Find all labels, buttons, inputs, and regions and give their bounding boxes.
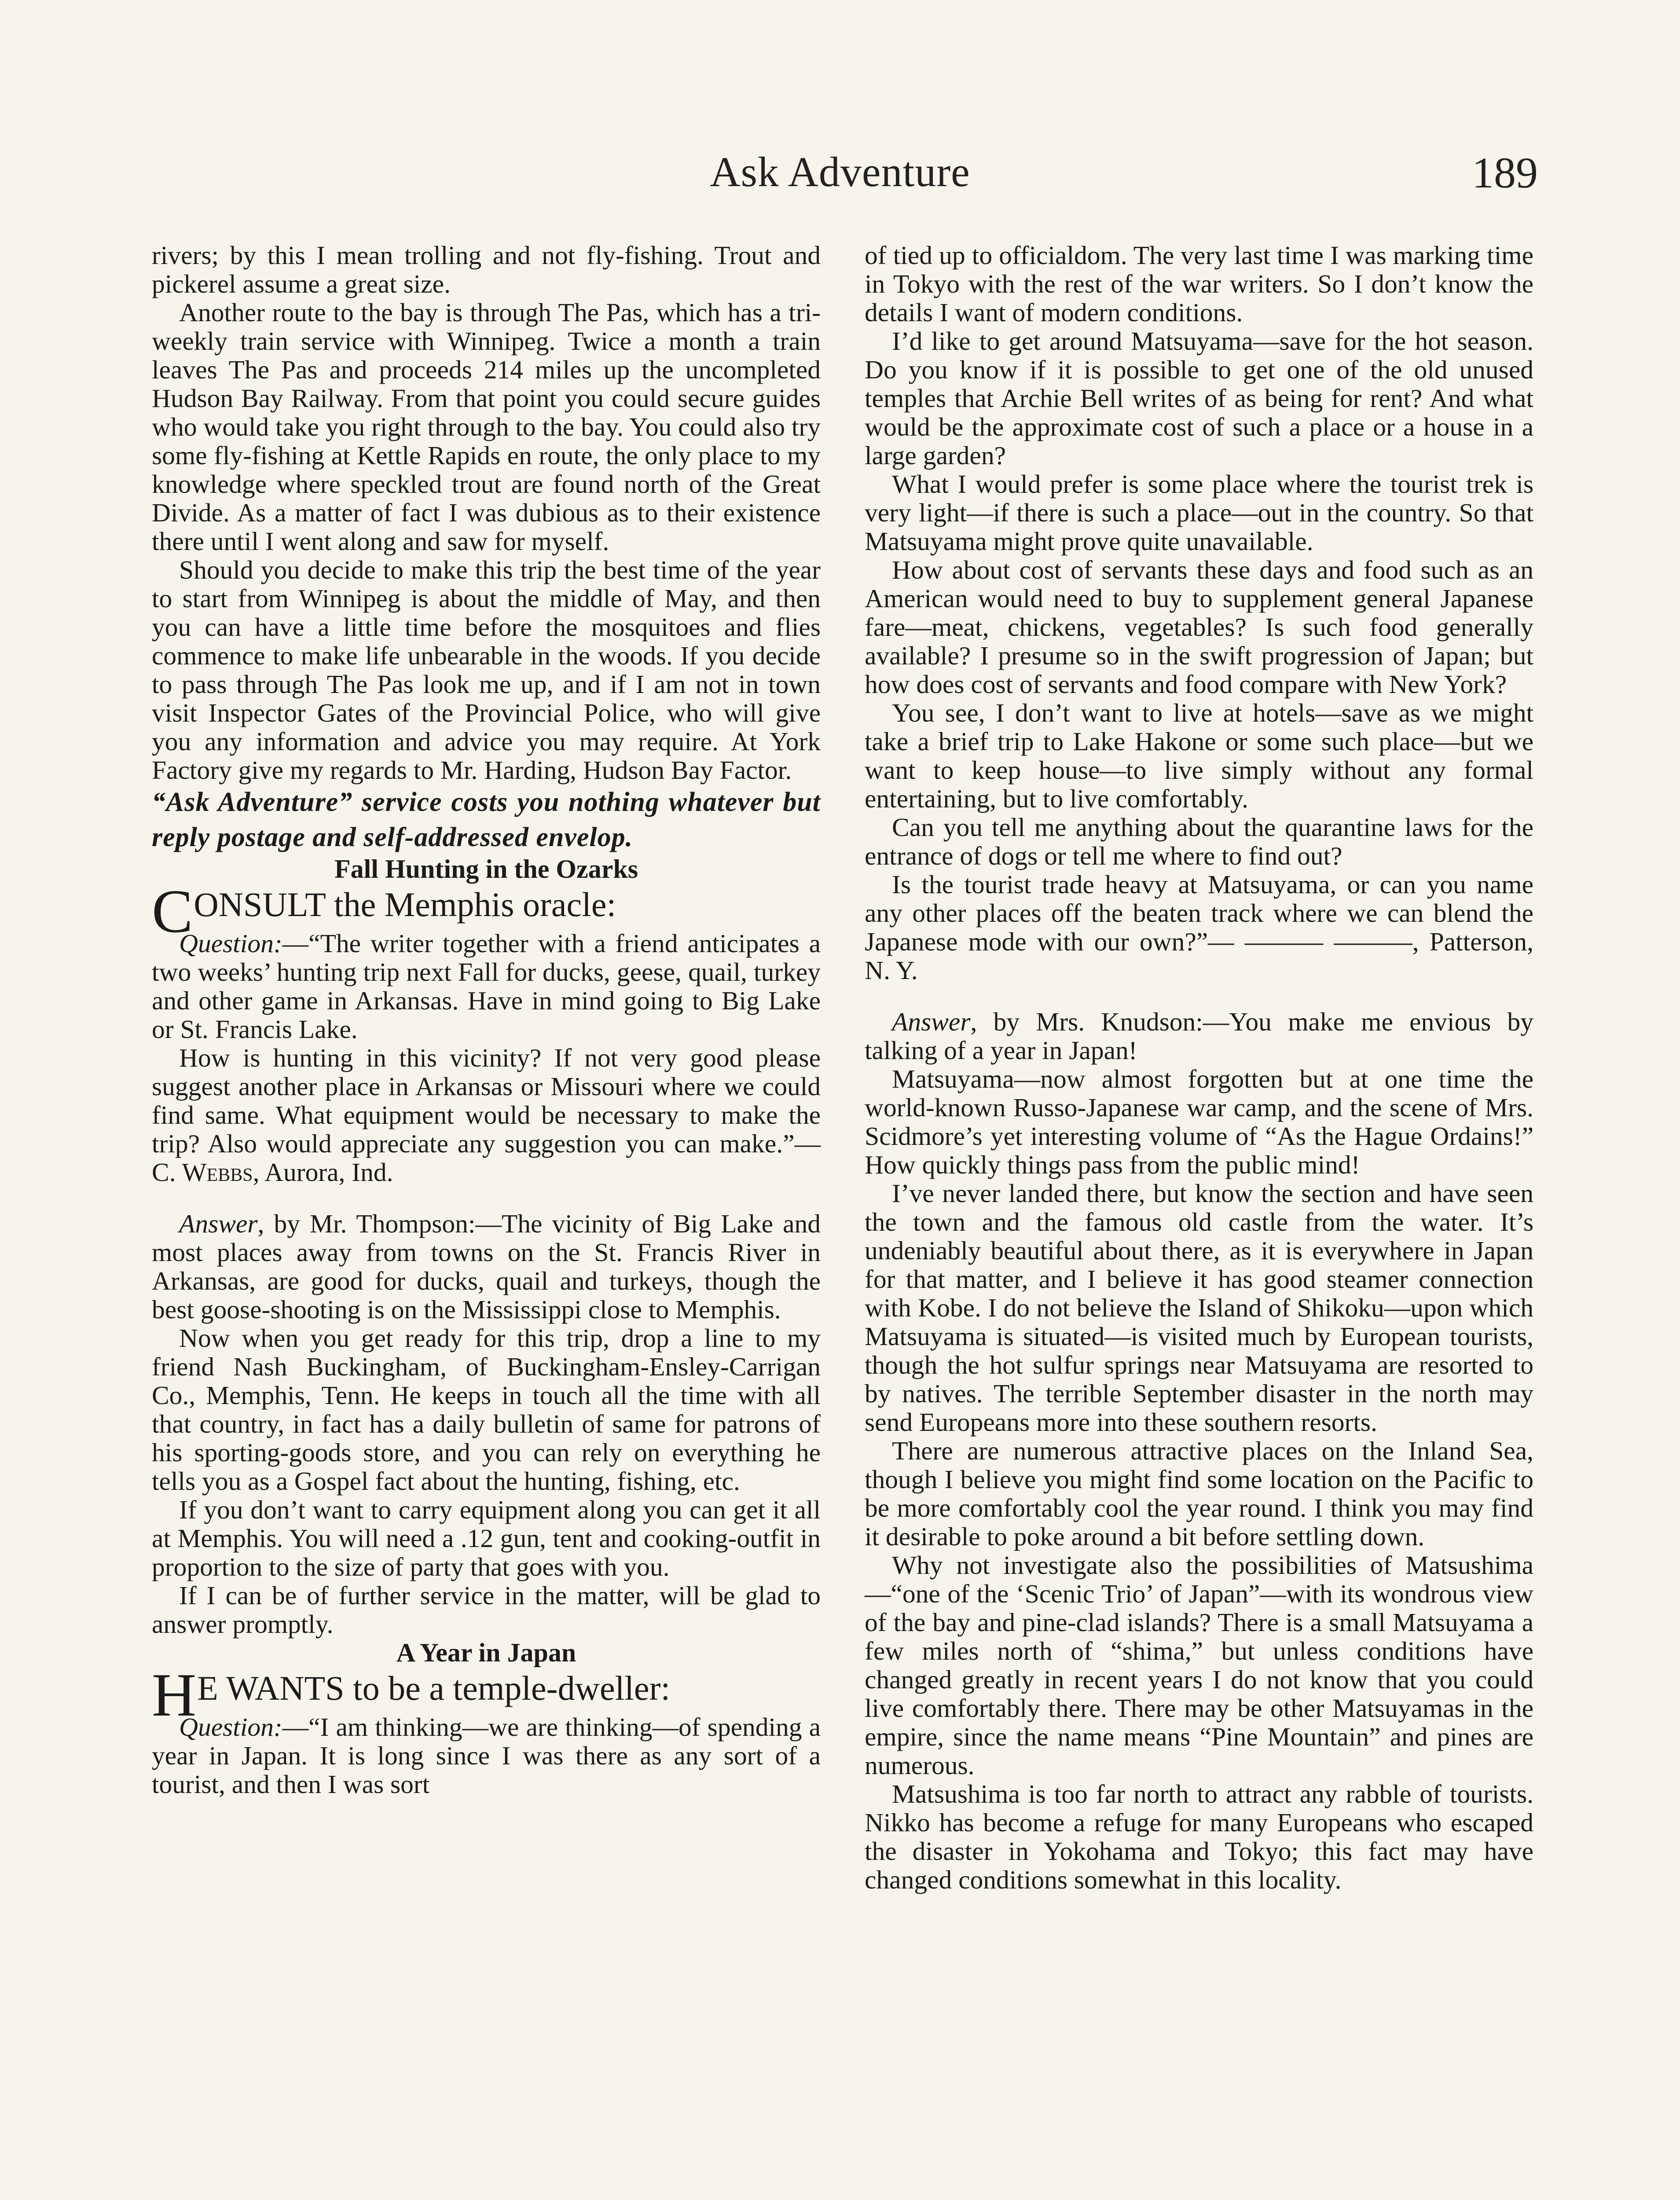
question-text: —“The writer together with a friend anticipates a two weeks’ hunting trip next Fall for ducks, geese, quail, turkey and other game in Arkansas. Have in mind going to Big Lake or St. Francis Lake. [152,929,821,1044]
paragraph: Should you decide to make this trip the best time of the year to start from Winnipeg is about the middle of May, and then you can have a little time before the mosquitoes and flies commence to make life unbearable in the woods. If you decide to pass through The Pas look me up, and if I am not in town visit Inspector Gates of the Provincial Police, who will give you any information and advice you may require. At York Factory give my regards to Mr. Harding, Hudson Bay Factor. [152,555,821,785]
answer-text: , by Mrs. Knudson:—You make me envious by talking of a year in Japan! [865,1007,1533,1065]
signature-name: C. Webbs [152,1158,253,1187]
paragraph [152,1044,821,1187]
paragraph: rivers; by this I mean trolling and not fly-fishing. Trout and pickerel assume a great size. [152,241,821,298]
question-text: —“I am thinking—we are thinking—of spending a year in Japan. It is long since I was there as any sort of a tourist, and then I was sort [152,1712,821,1799]
answer-paragraph [152,1210,821,1324]
right-column [865,241,1533,1894]
answer-label: Answer [179,1209,258,1238]
paragraph: What I would prefer is some place where the tourist trek is very light—if there is such a place—out in the country. So that Matsuyama might prove quite unavailable. [865,469,1533,556]
question-label: Question: [179,929,282,958]
paragraph: Why not investigate also the possibilities of Matsushima—“one of the ‘Scenic Trio’ of Japan”—with its wondrous view of the bay and pine-clad islands? There is a small Matsuyama a few miles north of “shima,” but unless conditions have changed greatly in recent years I do not know that you could live comfortably there. There may be other Matsuyamas in the empire, since the name means “Pine Mountain” and pines are numerous. [865,1551,1533,1780]
drop-cap: C [152,877,193,946]
question-paragraph [152,1713,821,1799]
paragraph: There are numerous attractive places on the Inland Sea, though I believe you might find some location on the Pacific to be more comfortably cool the year round. I think you may find it desirable to poke around a bit before settling down. [865,1436,1533,1551]
service-notice: “Ask Adventure” service costs you nothing whatever but reply postage and self-addressed envelop. [152,787,821,852]
left-column [152,241,821,1799]
paragraph: Is the tourist trade heavy at Matsuyama, or can you name any other places off the beaten track where we can blend the Japanese mode with our own?”— ——— ———, Patterson, N. Y. [865,870,1533,985]
paragraph: of tied up to officialdom. The very last time I was marking time in Tokyo with the rest of the war writers. So I don’t know the details I want of modern conditions. [865,241,1533,327]
answer-text: , by Mr. Thompson:—The vicinity of Big Lake and most places away from towns on the St. Francis River in Arkansas, are good for ducks, quail and turkeys, though the best goose-shooting is on the Mississippi close to Memphis. [152,1209,821,1324]
paragraph: Matsuyama—now almost forgotten but at one time the world-known Russo-Japanese war camp, and the scene of Mrs. Scidmore’s yet interesting volume of “As the Hague Ordains!” How quickly things pass from the public mind! [865,1064,1533,1179]
section-heading-ozarks: Fall Hunting in the Ozarks [334,854,638,884]
signature-place: , Aurora, Ind. [253,1158,393,1187]
paragraph: Can you tell me anything about the quarantine laws for the entrance of dogs or tell me where to find out? [865,813,1533,870]
page-number: 189 [1472,148,1538,197]
paragraph: I’ve never landed there, but know the section and have seen the town and the famous old castle from the water. It’s undeniably beautiful about there, as it is everywhere in Japan for that matter, and I believe it has good steamer connection with Kobe. I do not believe the Island of Shikoku—upon which Matsuyama is situated—is visited much by European tourists, though the hot sulfur springs near Matsuyama are resorted to by natives. The terrible September disaster in the north may send Europeans more into these southern resorts. [865,1179,1533,1437]
paragraph: You see, I don’t want to live at hotels—save as we might take a brief trip to Lake Hakone or some such place—but we want to keep house—to live simply without any formal entertaining, but to live comfortably. [865,698,1533,813]
paragraph: Another route to the bay is through The Pas, which has a tri-weekly train service with Winnipeg. Twice a month a train leaves The Pas and proceeds 214 miles up the uncompleted Hudson Bay Railway. From that point you could secure guides who would take you right through to the bay. You could also try some fly-fishing at Kettle Rapids en route, the only place to my knowledge where speckled trout are found north of the Great Divide. As a matter of fact I was dubious as to their existence there until I went along and saw for myself. [152,298,821,556]
paragraph: Now when you get ready for this trip, drop a line to my friend Nash Buckingham, of Buckingham-Ensley-Carrigan Co., Memphis, Tenn. He keeps in touch all the time with all that country, in fact has a daily bulletin of same for patrons of his sporting-goods store, and you can rely on everything he tells you as a Gospel fact about the hunting, fishing, etc. [152,1324,821,1496]
question-label: Question: [179,1712,282,1742]
paragraph: Matsushima is too far north to attract any rabble of tourists. Nikko has become a refuge for many Europeans who escaped the disaster in Yokohama and Tokyo; this fact may have changed conditions somewhat in this locality. [865,1779,1533,1894]
question-paragraph [152,929,821,1044]
question-text: How is hunting in this vicinity? If not very good please suggest another place in Arkansas or Missouri where we could find same. What equipment would be necessary to make the trip? Also would appreciate any suggestion you can make.”— [152,1043,821,1158]
intro-text: E WANTS to be a temple-dweller: [197,1669,671,1707]
paragraph: If you don’t want to carry equipment along you can get it all at Memphis. You will need a .12 gun, tent and cooking-outfit in proportion to the size of party that goes with you. [152,1495,821,1581]
running-title: Ask Adventure [710,148,970,195]
answer-paragraph [865,1008,1533,1065]
drop-cap: H [152,1661,197,1729]
intro-text: ONSULT the Memphis oracle: [194,885,616,924]
section-heading-japan: A Year in Japan [396,1638,576,1667]
answer-label: Answer [892,1007,971,1036]
paragraph: I’d like to get around Matsuyama—save for the hot season. Do you know if it is possible to get one of the old unused temples that Archie Bell writes of as being for rent? And what would be the approximate cost of such a place or a house in a large garden? [865,326,1533,470]
paragraph: If I can be of further service in the matter, will be glad to answer promptly. [152,1581,821,1639]
paragraph: How about cost of servants these days and food such as an American would need to buy to supplement general Japanese fare—meat, chickens, vegetables? Is such food generally available? I presume so in the swift progression of Japan; but how does cost of servants and food compare with New York? [865,555,1533,699]
